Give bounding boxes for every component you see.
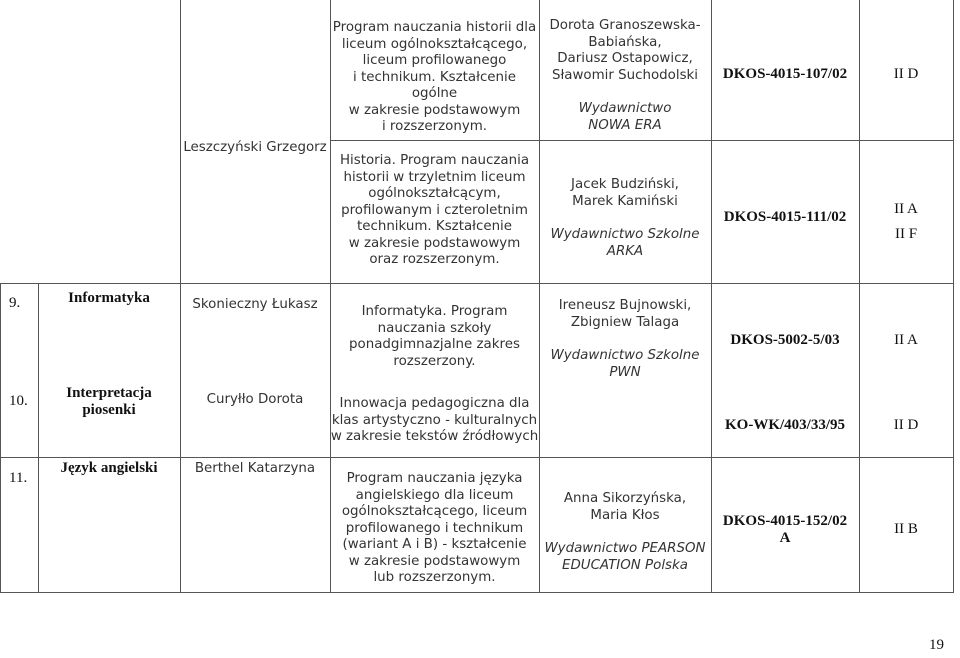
text-line: Historia. Program nauczania [339, 153, 530, 168]
row-number: 10. [9, 393, 28, 409]
teacher-name [180, 392, 330, 409]
text-line: DKOS-4015-152/02 [722, 513, 848, 529]
text-line: Interpretacja [66, 385, 152, 401]
text-line: profilowanego i technikum [345, 520, 524, 536]
publisher-name: ARKA [606, 243, 644, 259]
text-line: II D [893, 66, 919, 82]
row-number: 11. [9, 470, 28, 486]
publisher-name: Wydawnictwo PEARSON [544, 541, 706, 556]
authors [539, 18, 711, 134]
class-list [859, 417, 953, 434]
table-border-left [0, 283, 1, 593]
text-line: Babiańska, [588, 34, 662, 50]
teacher-name [180, 140, 330, 157]
text-line: Skonieczny Łukasz [192, 297, 318, 312]
authors [539, 491, 711, 574]
teacher-name [180, 461, 330, 478]
text-line: Innowacja pedagogiczna dla [339, 396, 530, 411]
text-line: lub rozszerzonym. [373, 570, 496, 585]
class-list [859, 332, 953, 349]
page-number: 19 [929, 637, 944, 653]
subject-name [38, 460, 180, 477]
text-line: DKOS-4015-107/02 [722, 66, 848, 82]
program-description [330, 20, 539, 136]
column-divider [38, 283, 39, 593]
text-line: Zbigniew Talaga [570, 314, 680, 330]
approval-number [711, 332, 859, 349]
text-line: piosenki [82, 402, 136, 418]
text-line: (wariant A i B) - kształcenie [342, 537, 527, 552]
text-line: II D [893, 417, 919, 433]
text-line: i rozszerzonym. [381, 119, 488, 134]
text-line: klas artystyczno - kulturalnych [331, 412, 538, 428]
text-line: KO-WK/403/33/95 [725, 417, 845, 433]
text-line: angielskiego dla liceum [355, 487, 514, 503]
column-divider [711, 0, 712, 593]
text-line: i technikum. Kształcenie ogólne [352, 69, 516, 101]
text-line: II B [894, 521, 918, 537]
teacher-name [180, 297, 330, 314]
approval-number [711, 417, 859, 434]
class-list [859, 66, 953, 83]
text-line: oraz rozszerzonym. [369, 252, 500, 267]
text-line: w zakresie tekstów źródłowych [330, 429, 539, 444]
text-line: w zakresie podstawowym [348, 553, 521, 569]
text-line: Program nauczania języka [346, 471, 523, 486]
text-line: Marek Kamiński [572, 193, 678, 209]
approval-number [711, 513, 859, 547]
program-description [330, 471, 539, 587]
text-line: DKOS-4015-111/02 [723, 209, 847, 225]
text-line: rozszerzony. [393, 353, 476, 369]
text-line: Program nauczania historii dla [332, 20, 537, 35]
text-line: ponadgimnazjalne zakres [349, 337, 520, 352]
text-line: Informatyka. Program [361, 304, 508, 319]
text-line: historii w trzyletnim liceum [343, 169, 526, 185]
publisher-name: PWN [609, 364, 641, 380]
text-line: nauczania szkoły [377, 320, 492, 336]
text-line: w zakresie podstawowym [348, 102, 521, 118]
text-line: Sławomir Suchodolski [551, 67, 699, 83]
text-line: DKOS-5002-5/03 [730, 332, 840, 348]
text-line: profilowanym i czteroletnim [341, 202, 528, 218]
text-line: ogólnokształcącym, [368, 186, 501, 201]
text-line: Leszczyński Grzegorz [183, 140, 327, 155]
text-line: II F [894, 226, 918, 242]
text-line: Informatyka [68, 290, 150, 306]
publisher-name: NOWA ERA [588, 117, 662, 133]
text-line: Język angielski [60, 460, 158, 476]
row-divider [0, 283, 954, 284]
program-description [330, 396, 539, 446]
program-description [330, 304, 539, 370]
text-line: Maria Kłos [590, 507, 660, 523]
subject-name [38, 290, 180, 307]
text-line: II A [894, 201, 918, 217]
authors [539, 298, 711, 381]
approval-number [711, 209, 859, 226]
publisher-name: Wydawnictwo Szkolne [550, 348, 700, 363]
text-line: Dariusz Ostapowicz, [557, 51, 693, 66]
approval-number [711, 66, 859, 83]
subject-name [38, 385, 180, 419]
text-line: Ireneusz Bujnowski, [558, 298, 692, 313]
text-line: II A [894, 332, 918, 348]
text-line: Berthel Katarzyna [194, 461, 316, 476]
text-line: A [779, 530, 791, 546]
text-line: Jacek Budziński, [571, 177, 679, 192]
text-line: w zakresie podstawowym [348, 235, 521, 251]
text-line: technikum. Kształcenie [356, 219, 513, 234]
text-line: Anna Sikorzyńska, [563, 491, 687, 506]
class-list [859, 197, 953, 247]
class-list [859, 521, 953, 538]
text-line: liceum ogólnokształcącego, [341, 36, 528, 52]
text-line: liceum profilowanego [362, 53, 507, 68]
publisher-name: Wydawnictwo Szkolne [550, 227, 700, 242]
table-border-bottom [0, 592, 954, 593]
row-divider [0, 457, 954, 458]
text-line: ogólnokształcącego, liceum [341, 504, 528, 519]
text-line: Dorota Granoszewska- [549, 18, 701, 33]
publisher-name: EDUCATION Polska [562, 557, 688, 573]
text-line: Curyłło Dorota [206, 392, 304, 407]
program-description [330, 153, 539, 269]
authors [539, 177, 711, 260]
row-number: 9. [9, 295, 21, 311]
publisher-name: Wydawnictwo [578, 101, 672, 116]
column-divider [859, 0, 860, 593]
table-border-right [953, 0, 954, 593]
row-divider [330, 140, 954, 141]
